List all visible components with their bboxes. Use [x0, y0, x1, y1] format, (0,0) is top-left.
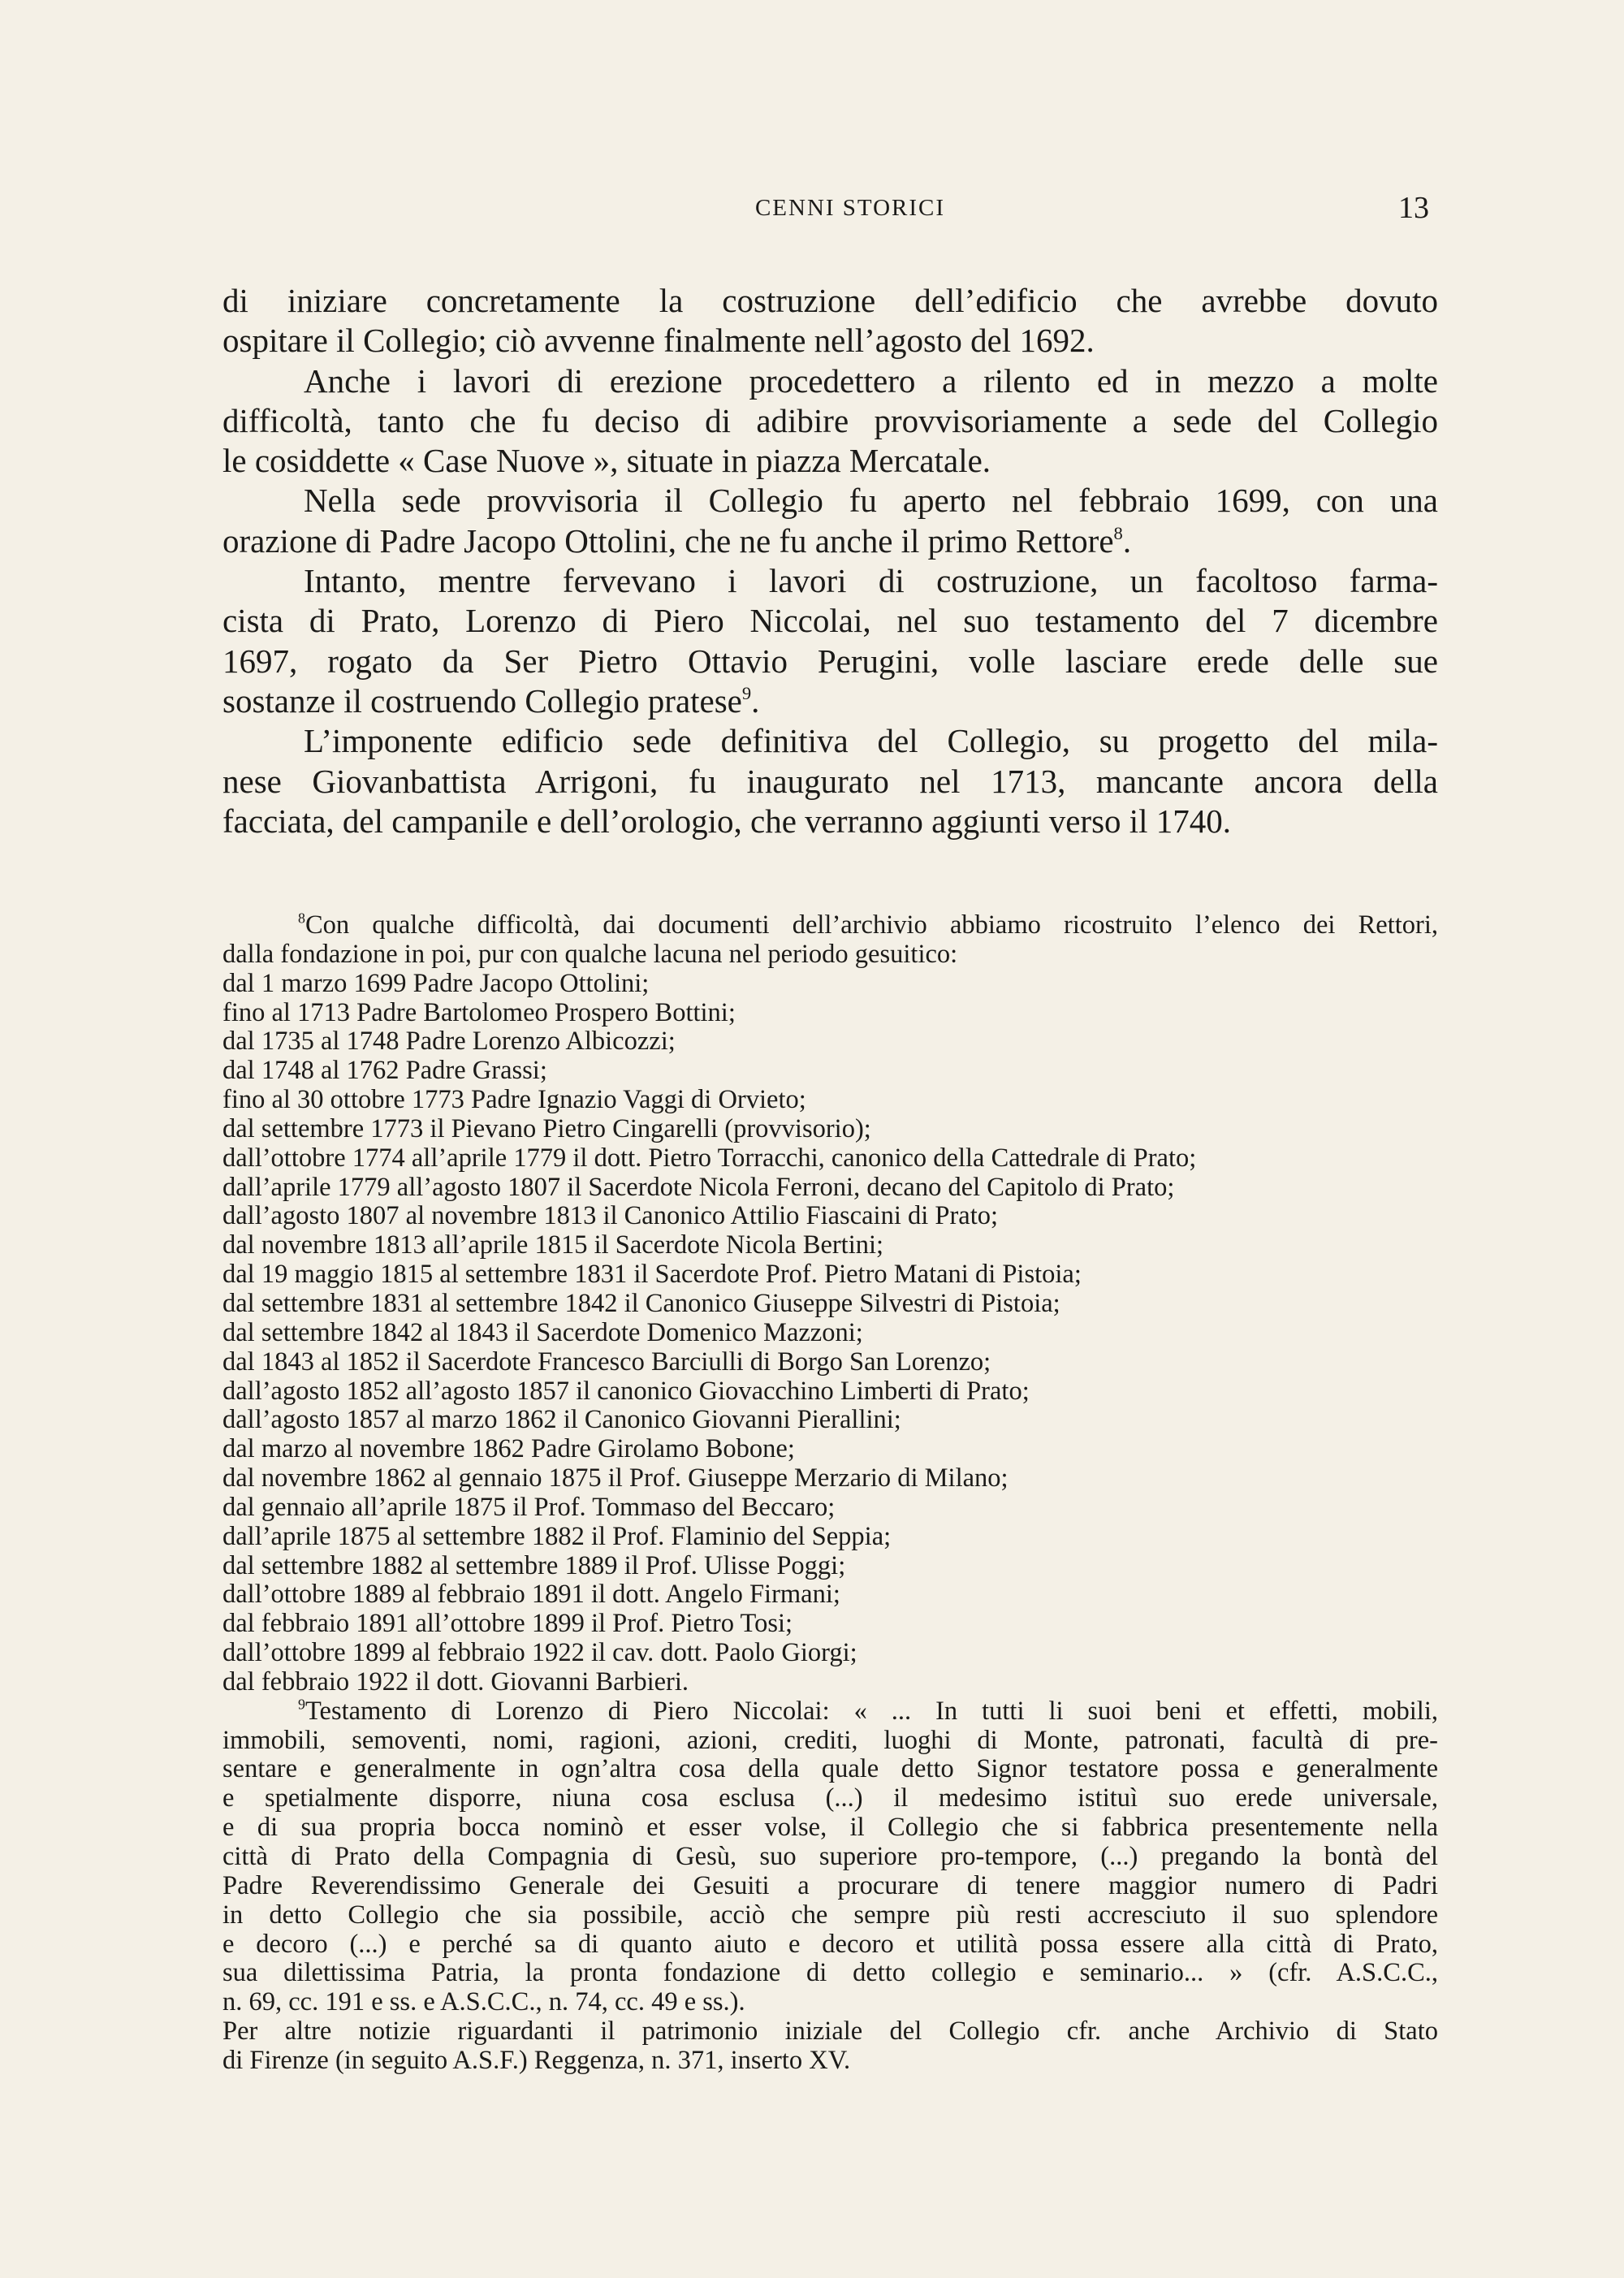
rector-entry: dal settembre 1882 al settembre 1889 il Prof. Ulisse Poggi;	[222, 1550, 846, 1580]
rector-entry: dall’ottobre 1899 al febbraio 1922 il cav. dott. Paolo Giorgi;	[222, 1638, 857, 1668]
line-text: sua dilettissima Patria, la pronta fondazione di detto collegio e seminario... » (cfr. A.S.C.C.,	[222, 1958, 1438, 1988]
line-text: città di Prato della Compagnia di Gesù, suo superiore pro-tempore, (...) pregando la bontà del	[222, 1842, 1438, 1871]
footnote-marker: 8	[298, 910, 305, 927]
rector-entry: fino al 30 ottobre 1773 Padre Ignazio Vaggi di Orvieto;	[222, 1085, 806, 1115]
line-text: L’imponente edificio sede definitiva del Collegio, su progetto del mila-	[304, 722, 1438, 760]
line-text: le cosiddette « Case Nuove », situate in piazza Mercatale.	[222, 442, 991, 480]
line-punct: .	[1122, 521, 1132, 560]
rector-entry: dal 1748 al 1762 Padre Grassi;	[222, 1056, 547, 1086]
note-line	[222, 1813, 1438, 1843]
rector-entry: dall’ottobre 1774 all’aprile 1779 il dott. Pietro Torracchi, canonico della Cattedrale di Prato;	[222, 1143, 1197, 1173]
paragraph	[222, 561, 1438, 721]
page-number: 13	[1398, 191, 1429, 225]
text-line	[222, 401, 1438, 441]
text-line	[222, 321, 1438, 361]
line-text: Con qualche difficoltà, dai documenti dell’archivio abbiamo ricostruito l’elenco dei Rettori,	[304, 910, 1438, 940]
line-text: orazione di Padre Jacopo Ottolini, che ne fu anche il primo Rettore	[222, 521, 1114, 560]
line-text: nese Giovanbattista Arrigoni, fu inaugurato nel 1713, mancante ancora della	[222, 762, 1438, 800]
note-line	[222, 1959, 1438, 1988]
line-text: sentare e generalmente in ogn’altra cosa della quale detto Signor testatore possa e generalmente	[222, 1754, 1438, 1784]
note-line	[222, 1755, 1438, 1784]
body-text	[222, 281, 1438, 841]
rector-entry: dal febbraio 1922 il dott. Giovanni Barbieri.	[222, 1666, 689, 1697]
text-line	[222, 802, 1438, 841]
footnote-8	[222, 911, 1438, 1697]
rector-entry: dal 1735 al 1748 Padre Lorenzo Albicozzi;	[222, 1027, 676, 1057]
note-line	[222, 1988, 1438, 2017]
rector-entry: dal novembre 1813 all’aprile 1815 il Sacerdote Nicola Bertini;	[222, 1230, 884, 1260]
running-head	[0, 191, 1624, 231]
line-text: e spetialmente disporre, niuna cosa esclusa (...) il medesimo istituì suo erede universale,	[222, 1783, 1438, 1813]
text-line	[222, 441, 1438, 481]
rector-entry: fino al 1713 Padre Bartolomeo Prospero Bottini;	[222, 997, 736, 1027]
line-text: Nella sede provvisoria il Collegio fu aperto nel febbraio 1699, con una	[304, 482, 1438, 520]
line-text: immobili, semoventi, nomi, ragioni, azioni, crediti, luoghi di Monte, patronati, facultà di pre-	[222, 1725, 1438, 1755]
note-line	[222, 1930, 1438, 1960]
paragraph	[222, 361, 1438, 482]
footnote-marker: 9	[298, 1696, 305, 1713]
rector-entry: dal settembre 1842 al 1843 il Sacerdote Domenico Mazzoni;	[222, 1317, 863, 1347]
line-text: e di sua propria bocca nominò et esser volse, il Collegio che si fabbrica presentemente nella	[222, 1813, 1438, 1843]
rector-entry: dal gennaio all’aprile 1875 il Prof. Tommaso del Beccaro;	[222, 1492, 836, 1522]
line-text: Testamento di Lorenzo di Piero Niccolai: « ... In tutti li suoi beni et effetti, mobili,	[304, 1696, 1438, 1726]
line-text: Anche i lavori di erezione procedettero a rilento ed in mezzo a molte	[304, 361, 1438, 400]
rector-entry: dal settembre 1773 il Pievano Pietro Cingarelli (provvisorio);	[222, 1113, 871, 1143]
note-line	[222, 1727, 1438, 1756]
line-text: facciata, del campanile e dell’orologio, che verranno aggiunti verso il 1740.	[222, 802, 1232, 840]
rector-entry: dall’agosto 1857 al marzo 1862 il Canonico Giovanni Pierallini;	[222, 1405, 901, 1435]
note-line	[222, 911, 1438, 940]
rector-entry: dall’ottobre 1889 al febbraio 1891 il dott. Angelo Firmani;	[222, 1580, 840, 1610]
rector-entry: dall’agosto 1807 al novembre 1813 il Canonico Attilio Fiascaini di Prato;	[222, 1201, 999, 1231]
paragraph	[222, 481, 1438, 561]
rector-entry: dal 1 marzo 1699 Padre Jacopo Ottolini;	[222, 968, 650, 998]
note-line	[222, 1784, 1438, 1813]
note-line	[222, 1843, 1438, 1872]
text-line	[222, 561, 1438, 601]
line-text: e decoro (...) e perché sa di quanto aiuto e decoro et utilità possa essere alla città di Prato,	[222, 1929, 1438, 1959]
text-line	[222, 601, 1438, 641]
note-line: di Firenze (in seguito A.S.F.) Reggenza, n. 371, inserto XV.	[222, 2045, 851, 2075]
note-line	[222, 1901, 1438, 1930]
line-punct: .	[751, 681, 760, 720]
rector-entry: dal marzo al novembre 1862 Padre Girolamo Bobone;	[222, 1434, 795, 1464]
rector-entry: dall’aprile 1875 al settembre 1882 il Prof. Flaminio del Seppia;	[222, 1521, 892, 1551]
line-text: n. 69, cc. 191 e ss. e A.S.C.C., n. 74, cc. 49 e ss.).	[222, 1987, 745, 2017]
text-line	[222, 642, 1438, 681]
text-line	[222, 762, 1438, 802]
footnote-9	[222, 1697, 1438, 2076]
footnotes	[222, 911, 1438, 2076]
note-line	[222, 1697, 1438, 1727]
text-line	[222, 281, 1438, 321]
line-text: cista di Prato, Lorenzo di Piero Niccolai, nel suo testamento del 7 dicembre	[222, 602, 1438, 640]
text-line	[222, 681, 1438, 721]
note-line: Per altre notizie riguardanti il patrimonio iniziale del Collegio cfr. anche Archivio di Stato	[222, 2016, 1438, 2047]
line-text: in detto Collegio che sia possibile, acciò che sempre più resti accresciuto il suo splendore	[222, 1900, 1438, 1930]
line-text: di iniziare concretamente la costruzione dell’edificio che avrebbe dovuto	[222, 282, 1438, 319]
line-text: Intanto, mentre fervevano i lavori di costruzione, un facoltoso farma-	[304, 562, 1438, 600]
rector-entry: dal febbraio 1891 all’ottobre 1899 il Prof. Pietro Tosi;	[222, 1609, 793, 1639]
text-line	[222, 361, 1438, 401]
note-line	[222, 940, 1438, 970]
rector-entry: dal 19 maggio 1815 al settembre 1831 il Sacerdote Prof. Pietro Matani di Pistoia;	[222, 1260, 1082, 1290]
footnote-ref: 8	[1113, 523, 1123, 543]
line-text: sostanze il costruendo Collegio pratese	[222, 681, 742, 720]
footnote-ref: 9	[741, 683, 752, 704]
paragraph	[222, 281, 1438, 361]
line-text: ospitare il Collegio; ciò avvenne finalmente nell’agosto del 1692.	[222, 322, 1095, 360]
text-line	[222, 521, 1438, 561]
rector-entry: dal novembre 1862 al gennaio 1875 il Prof. Giuseppe Merzario di Milano;	[222, 1463, 1009, 1493]
rector-entry: dal 1843 al 1852 il Sacerdote Francesco Barciulli di Borgo San Lorenzo;	[222, 1346, 991, 1377]
line-text: dalla fondazione in poi, pur con qualche lacuna nel periodo gesuitico:	[222, 939, 958, 969]
rector-entry: dall’agosto 1852 all’agosto 1857 il canonico Giovacchino Limberti di Prato;	[222, 1376, 1030, 1406]
rector-entry: dall’aprile 1779 all’agosto 1807 il Sacerdote Nicola Ferroni, decano del Capitolo di Prato;	[222, 1172, 1175, 1202]
text-line	[222, 721, 1438, 761]
line-text: Padre Reverendissimo Generale dei Gesuiti a procurare di tenere maggior numero di Padri	[222, 1870, 1438, 1900]
line-text: 1697, rogato da Ser Pietro Ottavio Perugini, volle lasciare erede delle sue	[222, 642, 1438, 680]
paragraph	[222, 721, 1438, 841]
running-title: CENNI STORICI	[754, 195, 946, 221]
text-line	[222, 481, 1438, 521]
note-line	[222, 1872, 1438, 1901]
line-text: difficoltà, tanto che fu deciso di adibire provvisoriamente a sede del Collegio	[222, 401, 1438, 439]
rector-entry: dal settembre 1831 al settembre 1842 il Canonico Giuseppe Silvestri di Pistoia;	[222, 1288, 1060, 1318]
